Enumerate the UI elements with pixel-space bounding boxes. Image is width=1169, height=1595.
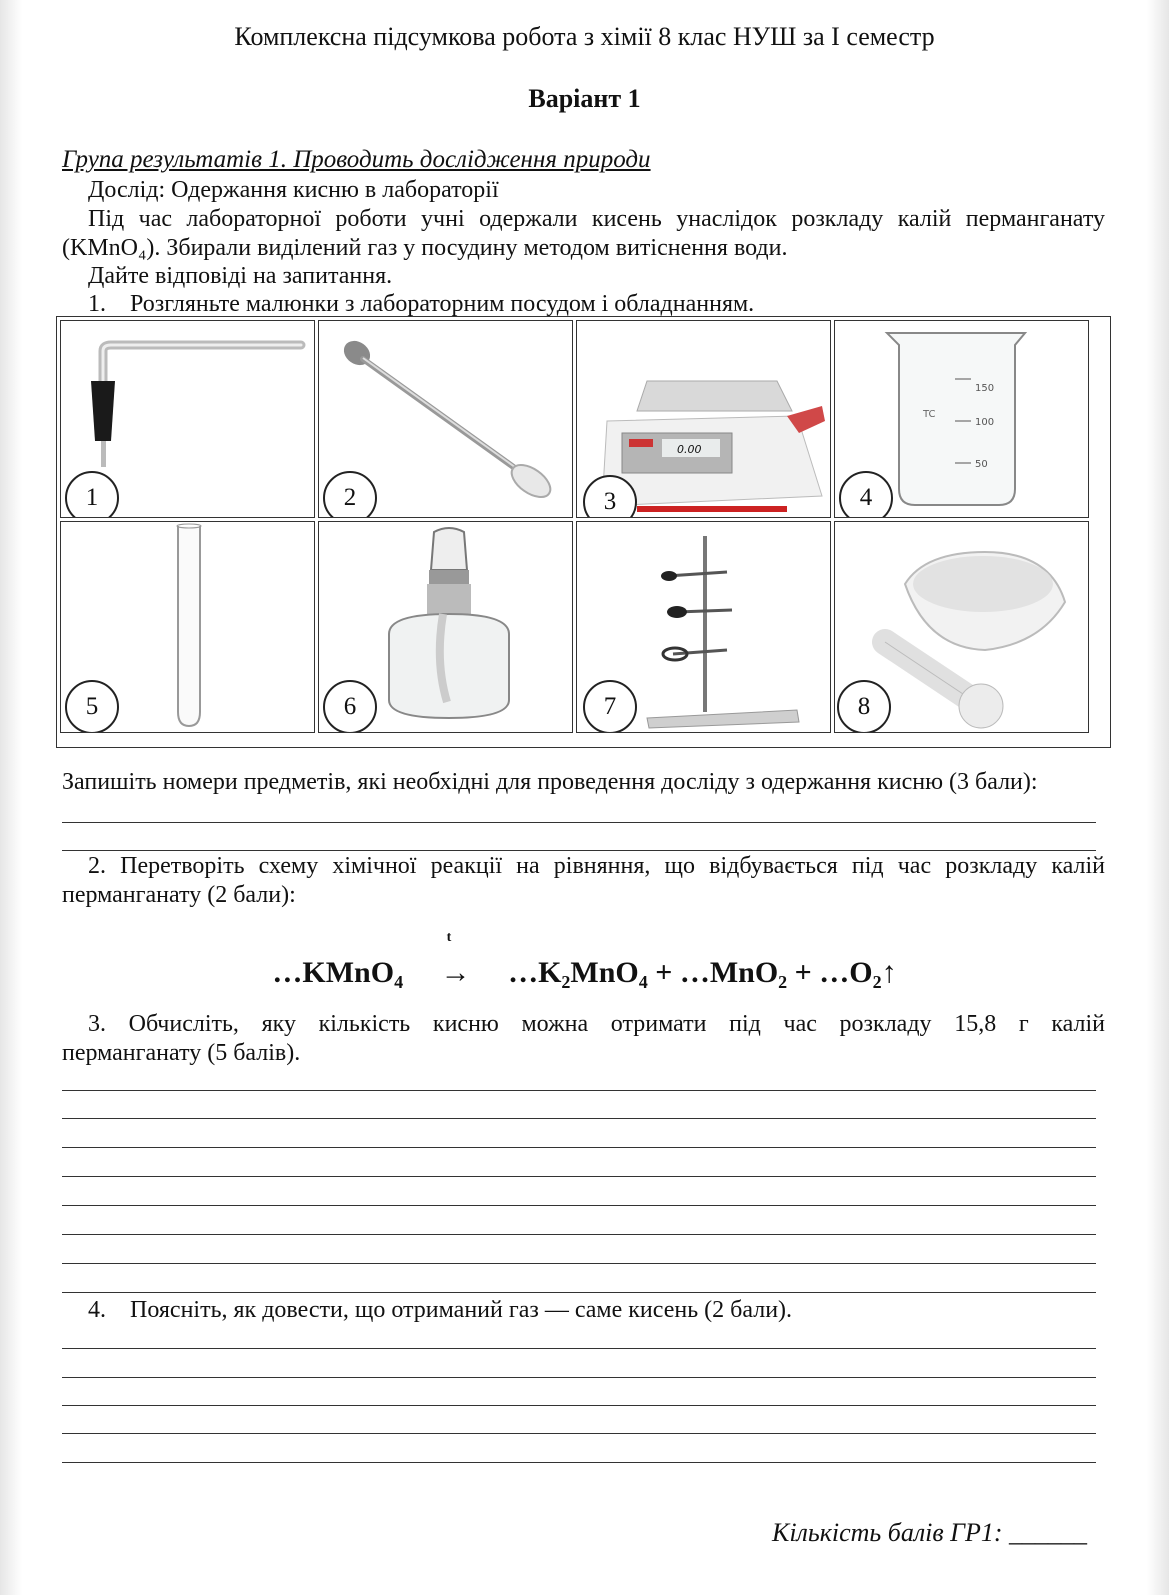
equipment-number-5: 5: [65, 680, 119, 733]
equipment-cell-7: [576, 521, 831, 733]
answer-line[interactable]: [62, 822, 1096, 823]
equipment-cell-1: [60, 320, 315, 518]
equipment-number-1: 1: [65, 471, 119, 518]
group-title: Група результатів 1. Проводить дослідження природи: [62, 146, 651, 173]
question-3-line2: перманганату (5 балів).: [62, 1040, 301, 1066]
question-1-number: 1.: [88, 291, 106, 317]
question-3-line1: 3. Обчисліть, яку кількість кисню можна отримати під час розкладу 15,8 г калій: [88, 1011, 1105, 1037]
equipment-number-7: 7: [583, 680, 637, 733]
equipment-cell-2: [318, 320, 573, 518]
answer-line[interactable]: [62, 1176, 1096, 1177]
question-4-number: 4.: [88, 1297, 106, 1323]
answer-line[interactable]: [62, 1377, 1096, 1378]
page-shadow-left: [0, 0, 22, 1595]
beaker-mark-50: 50: [975, 459, 988, 470]
question-2-line2: перманганату (2 бали):: [62, 882, 296, 908]
equipment-number-2: 2: [323, 471, 377, 518]
equipment-cell-6: [318, 521, 573, 733]
question-1: [62, 290, 1105, 319]
beaker-mark-150: 150: [975, 383, 995, 394]
score-footer: [772, 1518, 1087, 1548]
answer-line[interactable]: [62, 1462, 1096, 1463]
equipment-cell-4: [834, 320, 1089, 518]
question-4-text: Поясніть, як довести, що отриманий газ — саме кисень (2 бали).: [130, 1297, 793, 1323]
question-1-answer-prompt: Запишіть номери предметів, які необхідні для проведення досліду з одержання кисню (3 бали):: [62, 769, 1038, 795]
equipment-grid: [56, 316, 1111, 748]
equipment-number-8: 8: [837, 680, 891, 733]
equipment-cell-8: [834, 521, 1089, 733]
equipment-number-6: 6: [323, 680, 377, 733]
answer-line[interactable]: [62, 1147, 1096, 1148]
experiment-title: Дослід: Одержання кисню в лабораторії: [88, 177, 499, 203]
question-2-number: 2.: [88, 853, 106, 879]
answer-line[interactable]: [62, 1348, 1096, 1349]
score-label: Кількість балів ГР1:: [772, 1518, 1003, 1547]
beaker-mark-100: 100: [975, 417, 995, 428]
equipment-cell-5: [60, 521, 315, 733]
scale-display: 0.00: [677, 443, 702, 456]
answer-line[interactable]: [62, 1263, 1096, 1264]
answer-line[interactable]: [62, 1234, 1096, 1235]
answer-line[interactable]: [62, 1205, 1096, 1206]
question-2-line1: [62, 852, 1105, 881]
equation-products: …K₂MnO₄ + …MnO₂ + …O₂↑: [508, 956, 897, 989]
experiment-instruction: Дайте відповіді на запитання.: [88, 263, 393, 289]
equation-reactant: …KMnO₄: [272, 956, 404, 989]
answer-line[interactable]: [62, 1292, 1096, 1293]
answer-line[interactable]: [62, 1118, 1096, 1119]
score-blank[interactable]: ______: [1009, 1518, 1087, 1547]
answer-line[interactable]: [62, 1090, 1096, 1091]
answer-line[interactable]: [62, 1405, 1096, 1406]
page-shadow-right: [1147, 0, 1169, 1595]
equation-condition: t: [446, 930, 452, 945]
answer-line[interactable]: [62, 1433, 1096, 1434]
answer-line[interactable]: [62, 850, 1096, 851]
equipment-number-4: 4: [839, 471, 893, 518]
experiment-description-line1: Під час лабораторної роботи учні одержали кисень унаслідок розкладу калій перманганату: [88, 206, 1105, 232]
equipment-cell-3: [576, 320, 831, 518]
beaker-label: TC: [923, 409, 936, 420]
question-4: [62, 1296, 1105, 1325]
reaction-equation: [0, 930, 1169, 990]
variant-title: Варіант 1: [528, 84, 641, 113]
equation-arrow: →: [440, 956, 471, 989]
question-2-text: Перетворіть схему хімічної реакції на рівняння, що відбувається під час розкладу калій: [120, 853, 1106, 879]
equation-arrow-group: [440, 930, 471, 990]
experiment-description-line2: (KMnO₄). Збирали виділений газ у посудину методом витіснення води.: [62, 235, 788, 261]
question-1-text: Розгляньте малюнки з лабораторним посудом і обладнанням.: [130, 291, 755, 317]
equipment-number-3: 3: [583, 475, 637, 518]
worksheet-title: Комплексна підсумкова робота з хімії 8 клас НУШ за І семестр: [234, 22, 935, 51]
